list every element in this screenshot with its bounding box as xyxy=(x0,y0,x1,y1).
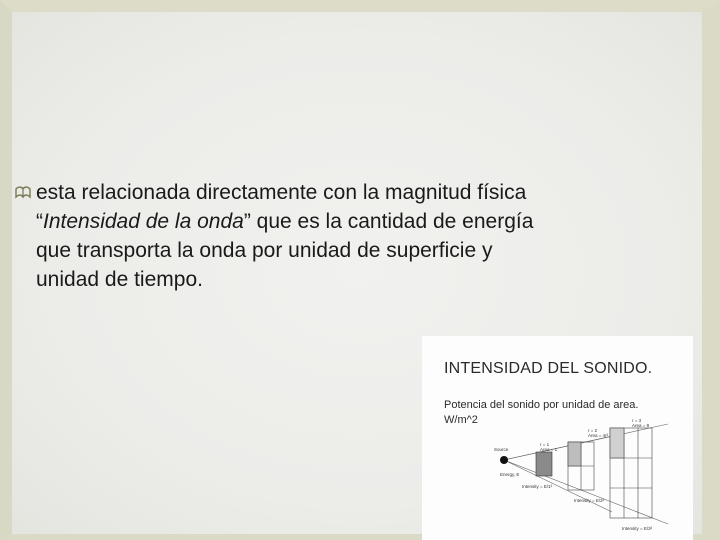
bullet-text xyxy=(36,178,674,294)
area-9-grid xyxy=(610,428,652,518)
figure-subtitle: Potencia del sonido por unidad de area. xyxy=(444,399,639,411)
label-area-small: Area = 1 xyxy=(540,447,558,452)
label-intensity2: Intensity = E/2² xyxy=(574,498,605,503)
figure-title: INTENSIDAD DEL SONIDO. xyxy=(444,360,653,377)
intensidad-term: Intensidad de la onda xyxy=(43,210,244,233)
label-area1: Area = 4r² xyxy=(588,433,609,438)
label-r1: r = 1 xyxy=(540,442,550,447)
quote-open: “ xyxy=(36,210,43,233)
inverse-square-diagram xyxy=(482,418,672,538)
figure-unit: W/m^2 xyxy=(444,414,478,426)
bullet-line-1: esta relacionada directamente con la magnitud física xyxy=(36,181,527,204)
bullet-line-4: unidad de tiempo. xyxy=(36,268,203,291)
bullet-paragraph xyxy=(14,178,674,294)
label-r3: r = 3 xyxy=(632,418,642,423)
label-source: Source xyxy=(494,447,509,452)
bullet-line-2 xyxy=(36,207,674,236)
source-dot xyxy=(500,456,508,464)
label-area2: Area = 9 xyxy=(632,423,650,428)
area-1-square xyxy=(536,452,552,476)
bullet-line-3: que transporta la onda por unidad de superficie y xyxy=(36,239,493,262)
label-intensity3: Intensity = E/3² xyxy=(622,526,653,531)
label-intensity1: Intensity = E/1² xyxy=(522,484,553,489)
rays xyxy=(504,424,668,524)
intensity-figure xyxy=(422,336,693,540)
bullet-line-2-rest: ” que es la cantidad de energía xyxy=(243,210,534,233)
label-r2: r = 2 xyxy=(588,428,598,433)
area-4-grid xyxy=(568,442,594,490)
book-bullet-icon xyxy=(14,183,32,201)
label-energy: Energy, E xyxy=(500,472,520,477)
